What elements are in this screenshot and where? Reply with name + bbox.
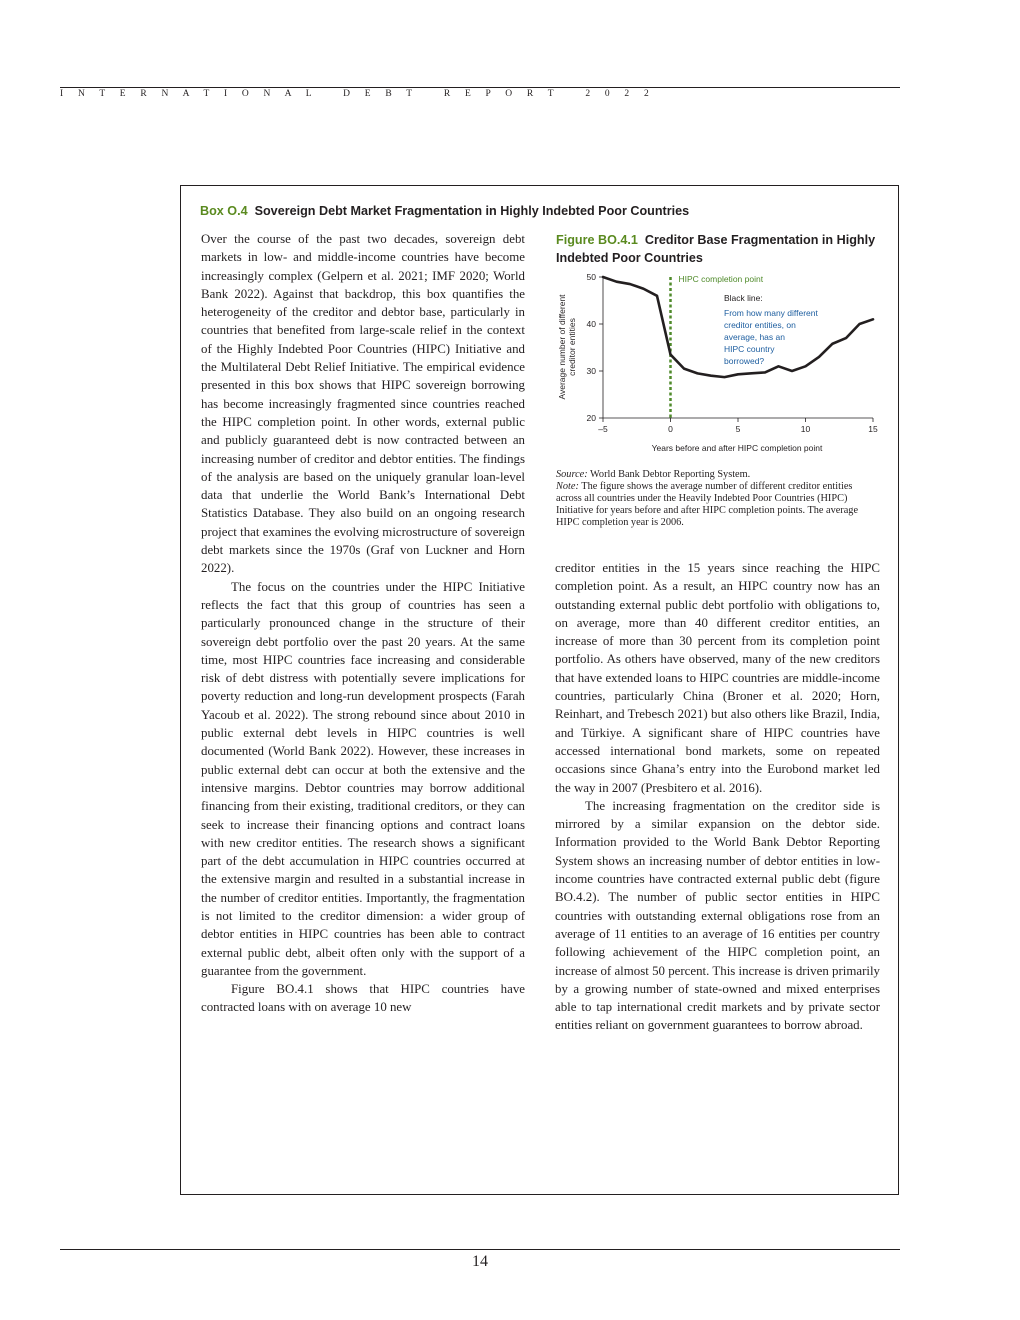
x-tick-label: 0 bbox=[668, 424, 673, 434]
annotation-line: From how many different bbox=[724, 308, 818, 318]
x-tick-label: 10 bbox=[800, 424, 811, 434]
y-tick-label: 30 bbox=[586, 366, 596, 376]
y-tick-label: 50 bbox=[586, 272, 596, 282]
x-tick-label: 15 bbox=[868, 424, 878, 434]
annotation-line: average, has an bbox=[724, 332, 785, 342]
line-chart bbox=[552, 266, 882, 462]
y-axis-label-line: creditor entities bbox=[567, 318, 577, 376]
y-tick-label: 40 bbox=[586, 319, 596, 329]
box-label: Box O.4 bbox=[200, 204, 248, 218]
page-number: 14 bbox=[472, 1253, 488, 1270]
note-label: Note: bbox=[556, 481, 579, 492]
box-title-text: Sovereign Debt Market Fragmentation in Highly Indebted Poor Countries bbox=[254, 204, 690, 218]
figure-label: Figure BO.4.1 bbox=[556, 233, 638, 247]
source-text: World Bank Debtor Reporting System. bbox=[590, 469, 751, 480]
right-paragraph-1: creditor entities in the 15 years since reaching the HIPC completion point. As a result, an HIPC country now has an outstanding external public debt portfolio with obligations to, on average, more than 40 different creditor entities, an increase of more than 30 percent from its completion point portfolio. As others have observed, many of the new creditors that have extended loans to HIPC countries are middle-income countries, particularly China (Broner et al. 2020; Horn, Reinhart, and Trebesch 2021) but also others like Brazil, India, and Türkiye. A significant share of HIPC countries have accessed international bond markets, some on repeated occasions since Ghana’s entry into the Eurobond market led the way in 2007 (Presbitero et al. 2016). bbox=[555, 561, 880, 795]
annotation-line: borrowed? bbox=[724, 356, 765, 366]
note-text: The figure shows the average number of different creditor entities across all countries under the Heavily Indebted Poor Countries (HIPC) Initiative for years before and after HIPC completion points. The average HIPC completion year is 2006. bbox=[556, 481, 859, 528]
figure-title-text: Creditor Base Fragmentation in Highly Indebted Poor Countries bbox=[556, 233, 876, 265]
box-title bbox=[200, 204, 689, 218]
left-column bbox=[201, 230, 525, 1017]
completion-point-label: HIPC completion point bbox=[678, 274, 764, 284]
running-header: I N T E R N A T I O N A L D E B T R E P O R T 2 0 2 2 bbox=[60, 89, 655, 99]
footer-rule bbox=[60, 1249, 900, 1250]
annotation-heading: Black line: bbox=[724, 293, 763, 303]
figure-title bbox=[556, 231, 876, 267]
source-label: Source: bbox=[556, 469, 588, 480]
left-paragraph-2: The focus on the countries under the HIPC Initiative reflects the fact that this group of countries has seen a particularly pronounced change in the structure of their sovereign debt portfolio over the past 20 years. At the same time, most HIPC countries face increasing and considerable risk of debt distress with potentially severe implications for poverty reduction and long-run development prospects (Farah Yacoub et al. 2022). The strong rebound since about 2010 in public external debt levels in HIPC countries is well documented (World Bank 2022). However, these increases in public external debt can occur at both the extensive and the intensive margins. Debtor countries may borrow additional financing from their existing, traditional creditors, or they can seek to increase their financing options and contract loans with new creditor entities. The research shows a significant part of the debt accumulation in HIPC countries occurred at the extensive margin and resulted in a substantial increase in the number of creditor entities. Importantly, the fragmentation is not limited to the creditor dimension: a wider group of debtor entities in HIPC countries has been able to contract external public debt, albeit often only with the support of a guarantee from the government. bbox=[201, 579, 525, 978]
x-tick-label: –5 bbox=[598, 424, 608, 434]
annotation-line: creditor entities, on bbox=[724, 320, 796, 330]
annotation-line: HIPC country bbox=[724, 344, 775, 354]
figure-source bbox=[556, 469, 876, 481]
y-axis-label bbox=[557, 294, 577, 400]
y-axis-label-line: Average number of different bbox=[557, 294, 567, 400]
right-paragraph-2: The increasing fragmentation on the creditor side is mirrored by a similar expansion on the debtor side. Information provided to the World Bank Debtor Reporting System shows an increasing number of debtor entities in low-income countries have contracted external public debt (figure BO.4.2). The number of public sector entities in HIPC countries with outstanding external obligations rose from an average of 11 entities to an average of 16 entities per country following achievement of the HIPC completion point, an increase of almost 50 percent. This increase is driven primarily by a growing number of state-owned and mixed enterprises able to tap international credit markets and by private sector entities reliant on government guarantees to borrow abroad. bbox=[555, 798, 880, 1033]
x-axis-label: Years before and after HIPC completion point bbox=[651, 443, 823, 453]
x-tick-label: 5 bbox=[735, 424, 741, 434]
left-paragraph-1: Over the course of the past two decades, sovereign debt markets in low- and middle-income countries have become increasingly complex (Gelpern et al. 2021; IMF 2020; World Bank 2022). Against that backdrop, this box quantifies the heterogeneity of the creditor and debtor base, particularly in countries that benefited from large-scale relief in the context of the Highly Indebted Poor Countries (HIPC) Initiative and the Multilateral Debt Relief Initiative. The empirical evidence presented in this box shows that HIPC sovereign borrowing has become increasingly fragmented since countries reached the HIPC completion point. In other words, external public and publicly guaranteed debt is now contracted between an increasing number of creditor and debtor entities. The findings of the analysis are based on the uniquely granular loan-level data that underlie the World Bank’s International Debt Statistics Database. They also build on an ongoing research project that examines the evolving microstructure of sovereign debt markets since the 1970s (Graf von Luckner and Horn 2022). bbox=[201, 232, 525, 576]
y-tick-label: 20 bbox=[586, 413, 596, 423]
header-rule bbox=[60, 87, 900, 88]
figure-note bbox=[556, 481, 876, 529]
figure-notes bbox=[556, 469, 876, 529]
right-column bbox=[555, 559, 880, 1035]
left-paragraph-3: Figure BO.4.1 shows that HIPC countries have contracted loans with on average 10 new bbox=[201, 982, 525, 1015]
